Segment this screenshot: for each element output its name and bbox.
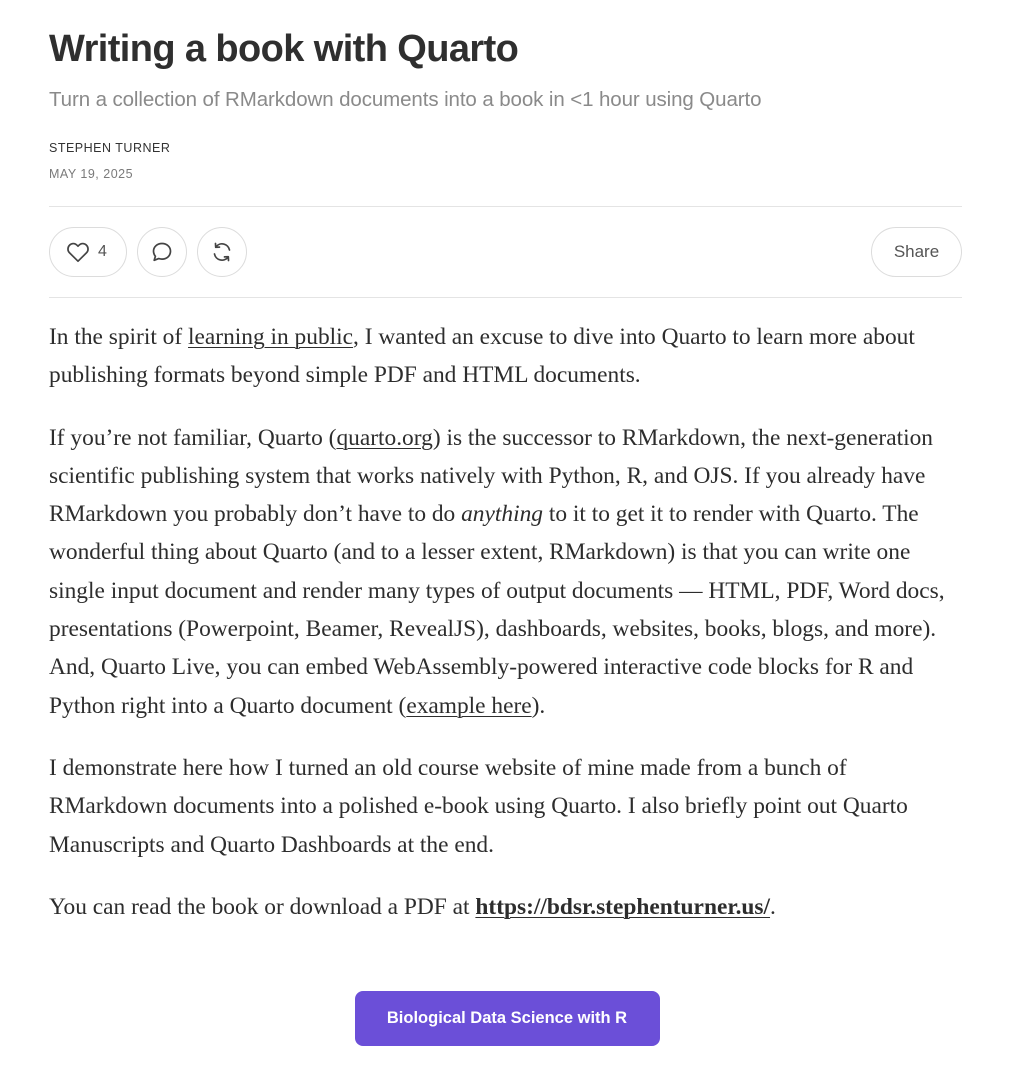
- divider-bottom: [49, 297, 962, 298]
- post-title: Writing a book with Quarto: [49, 28, 519, 70]
- paragraph-intro: In the spirit of learning in public, I wanted an excuse to dive into Quarto to learn more about publishing formats beyond simple PDF and HTML documents.: [49, 324, 915, 389]
- comment-button[interactable]: [137, 227, 187, 277]
- book-url-link[interactable]: https://bdsr.stephenturner.us/: [475, 893, 771, 920]
- post-date: MAY 19, 2025: [49, 167, 134, 181]
- restack-arrows-icon: [210, 240, 234, 264]
- post-subtitle: Turn a collection of RMarkdown documents into a book in <1 hour using Quarto: [49, 88, 762, 111]
- cta-row: [49, 991, 962, 1046]
- share-button[interactable]: Share: [871, 227, 962, 277]
- quarto-org-link[interactable]: quarto.org: [336, 424, 433, 451]
- emphasis-anything: anything: [461, 501, 543, 528]
- like-button[interactable]: [49, 227, 127, 277]
- comment-bubble-icon: [150, 240, 174, 264]
- biological-data-science-button[interactable]: Biological Data Science with R: [355, 991, 660, 1046]
- author-name[interactable]: STEPHEN TURNER: [49, 141, 171, 155]
- example-here-link[interactable]: example here: [406, 692, 532, 719]
- heart-icon: [66, 241, 90, 263]
- paragraph-about-quarto: If you’re not familiar, Quarto (quarto.org) is the successor to RMarkdown, the next-generation scientific publishing system that works natively with Python, R, and OJS. If you already have RMarkdown you probably don’t have to do anything to it to get it to render with Quarto. The wonderful thing about Quarto (and to a lesser extent, RMarkdown) is that you can write one single input document and render many types of output documents — HTML, PDF, Word docs, presentations (Powerpoint, Beamer, RevealJS), dashboards, websites, books, blogs, and more). And, Quarto Live, you can embed WebAssembly-powered interactive code blocks for R and Python right into a Quarto document (example here).: [49, 424, 945, 719]
- post-body: [49, 318, 962, 950]
- learning-in-public-link[interactable]: learning in public: [188, 324, 354, 350]
- restack-button[interactable]: [197, 227, 247, 277]
- divider-top: [49, 206, 962, 207]
- paragraph-read-book: You can read the book or download a PDF at https://bdsr.stephenturner.us/.: [49, 893, 776, 920]
- paragraph-demonstration: I demonstrate here how I turned an old course website of mine made from a bunch of RMarkdown documents into a polished e-book using Quarto. I also briefly point out Quarto Manuscripts and Quarto Dashboards at the end.: [49, 754, 908, 858]
- like-count: 4: [98, 243, 107, 260]
